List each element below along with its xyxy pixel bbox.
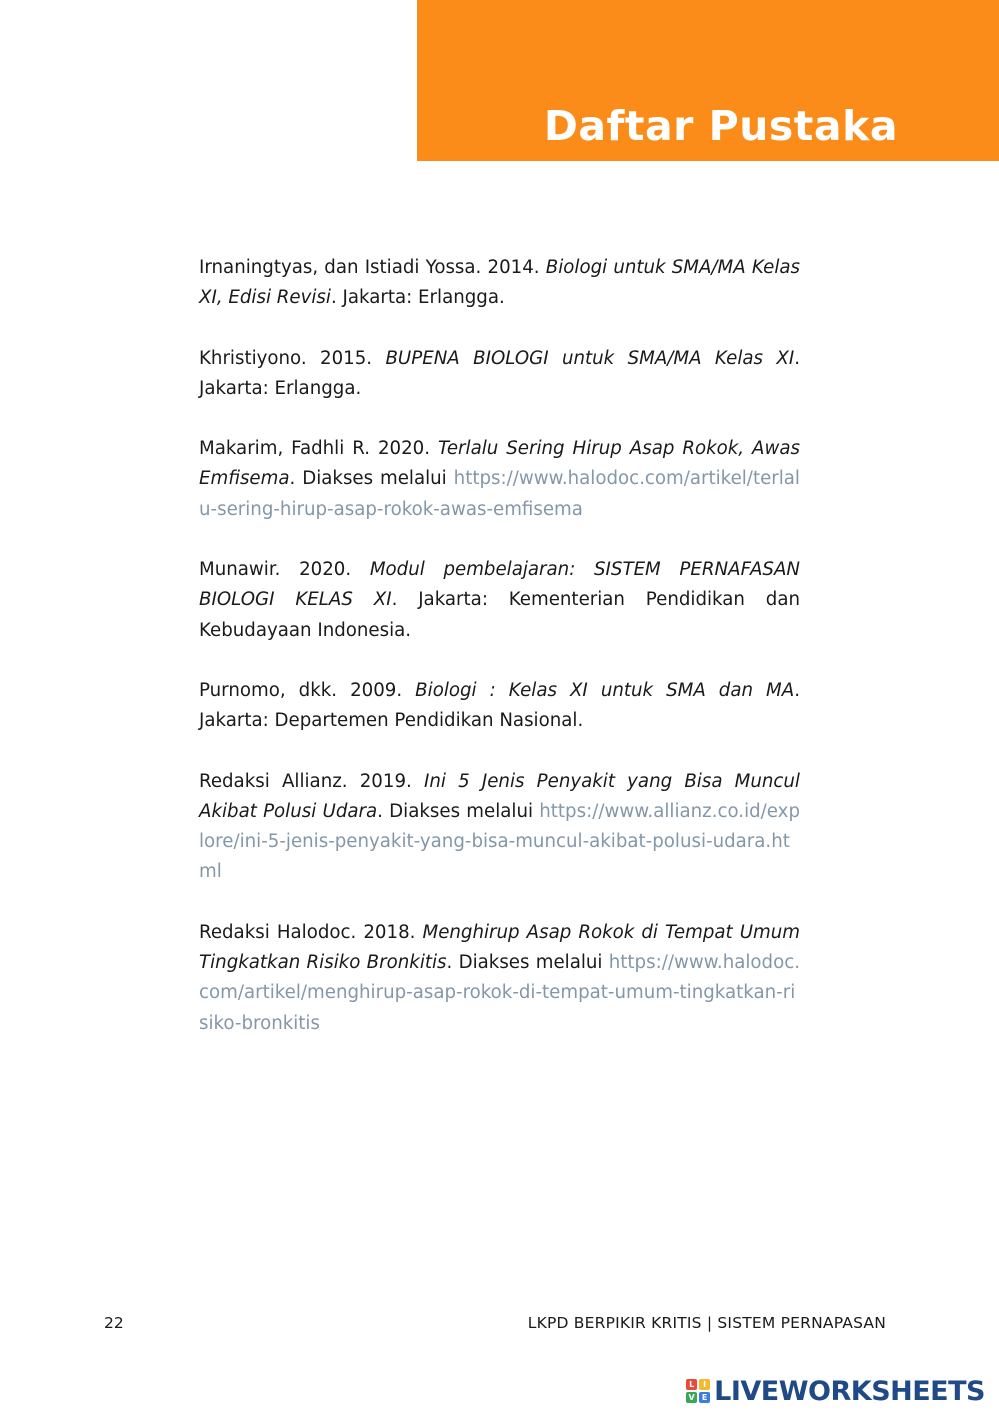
reference-author-year: Redaksi Allianz. 2019. [199,770,424,792]
reference-author-year: Irnaningtyas, dan Istiadi Yossa. 2014. [199,257,546,278]
reference-title: Biologi untuk SMA/MA Kelas XI, Edisi Revisi [199,257,801,309]
reference-item [199,555,800,646]
liveworksheets-wordmark: LIVEWORKSHEETS [714,1375,985,1407]
reference-access-note: . Diakses melalui [289,468,454,490]
reference-item [199,918,800,1039]
reference-author-year: Purnomo, dkk. 2009. [199,679,416,701]
logo-letter-tile: E [699,1392,710,1403]
footer-title: LKPD BERPIKIR KRITIS | SISTEM PERNAPASAN [527,1314,886,1332]
reference-author-year: Munawir. 2020. [199,559,370,581]
reference-access-note: . Diakses melalui [377,800,540,822]
reference-publisher: . Jakarta: Erlangga. [199,347,801,399]
reference-url-link[interactable]: https://www.allianz.co.id/explore/ini-5-jenis-penyakit-yang-bisa-muncul-akibat-polusi-udara.html [199,800,800,883]
reference-title: BUPENA BIOLOGI untuk SMA/MA Kelas XI [385,347,795,369]
reference-author-year: Makarim, Fadhli R. 2020. [199,438,438,460]
reference-item [199,253,800,314]
liveworksheets-icon [686,1379,710,1403]
reference-access-note: . Diakses melalui [446,952,609,974]
reference-author-year: Khristiyono. 2015. [199,347,386,369]
reference-item [199,767,800,888]
reference-publisher: . Jakarta: Departemen Pendidikan Nasional. [199,679,800,732]
logo-letter-tile: I [699,1379,710,1390]
reference-title: Ini 5 Jenis Penyakit yang Bisa Muncul Akibat Polusi Udara [199,770,800,822]
reference-url-link[interactable]: https://www.halodoc.com/artikel/terlalu-sering-hirup-asap-rokok-awas-emfisema [199,468,800,520]
reference-item [199,676,800,737]
reference-item [199,434,800,525]
page-title: Daftar Pustaka [543,102,898,150]
liveworksheets-logo[interactable] [686,1373,985,1409]
reference-title: Terlalu Sering Hirup Asap Rokok, Awas Emfisema [199,438,800,490]
reference-url-link[interactable]: https://www.halodoc.com/artikel/menghirup-asap-rokok-di-tempat-umum-tingkatkan-risiko-bronkitis [199,952,800,1034]
reference-title: Menghirup Asap Rokok di Tempat Umum Tingkatkan Risiko Bronkitis [199,921,800,974]
reference-publisher: . Jakarta: Erlangga. [330,287,505,309]
logo-letter-tile: L [686,1379,697,1390]
reference-title: Biologi : Kelas XI untuk SMA dan MA [415,679,795,701]
logo-letter-tile: V [686,1392,697,1403]
reference-publisher: . Jakarta: Kementerian Pendidikan dan Kebudayaan Indonesia. [199,589,800,641]
reference-author-year: Redaksi Halodoc. 2018. [199,921,423,943]
reference-title: Modul pembelajaran: SISTEM PERNAFASAN BIOLOGI KELAS XI [199,559,801,611]
reference-list [199,253,800,1069]
page-number: 22 [104,1314,124,1332]
reference-item [199,344,800,405]
